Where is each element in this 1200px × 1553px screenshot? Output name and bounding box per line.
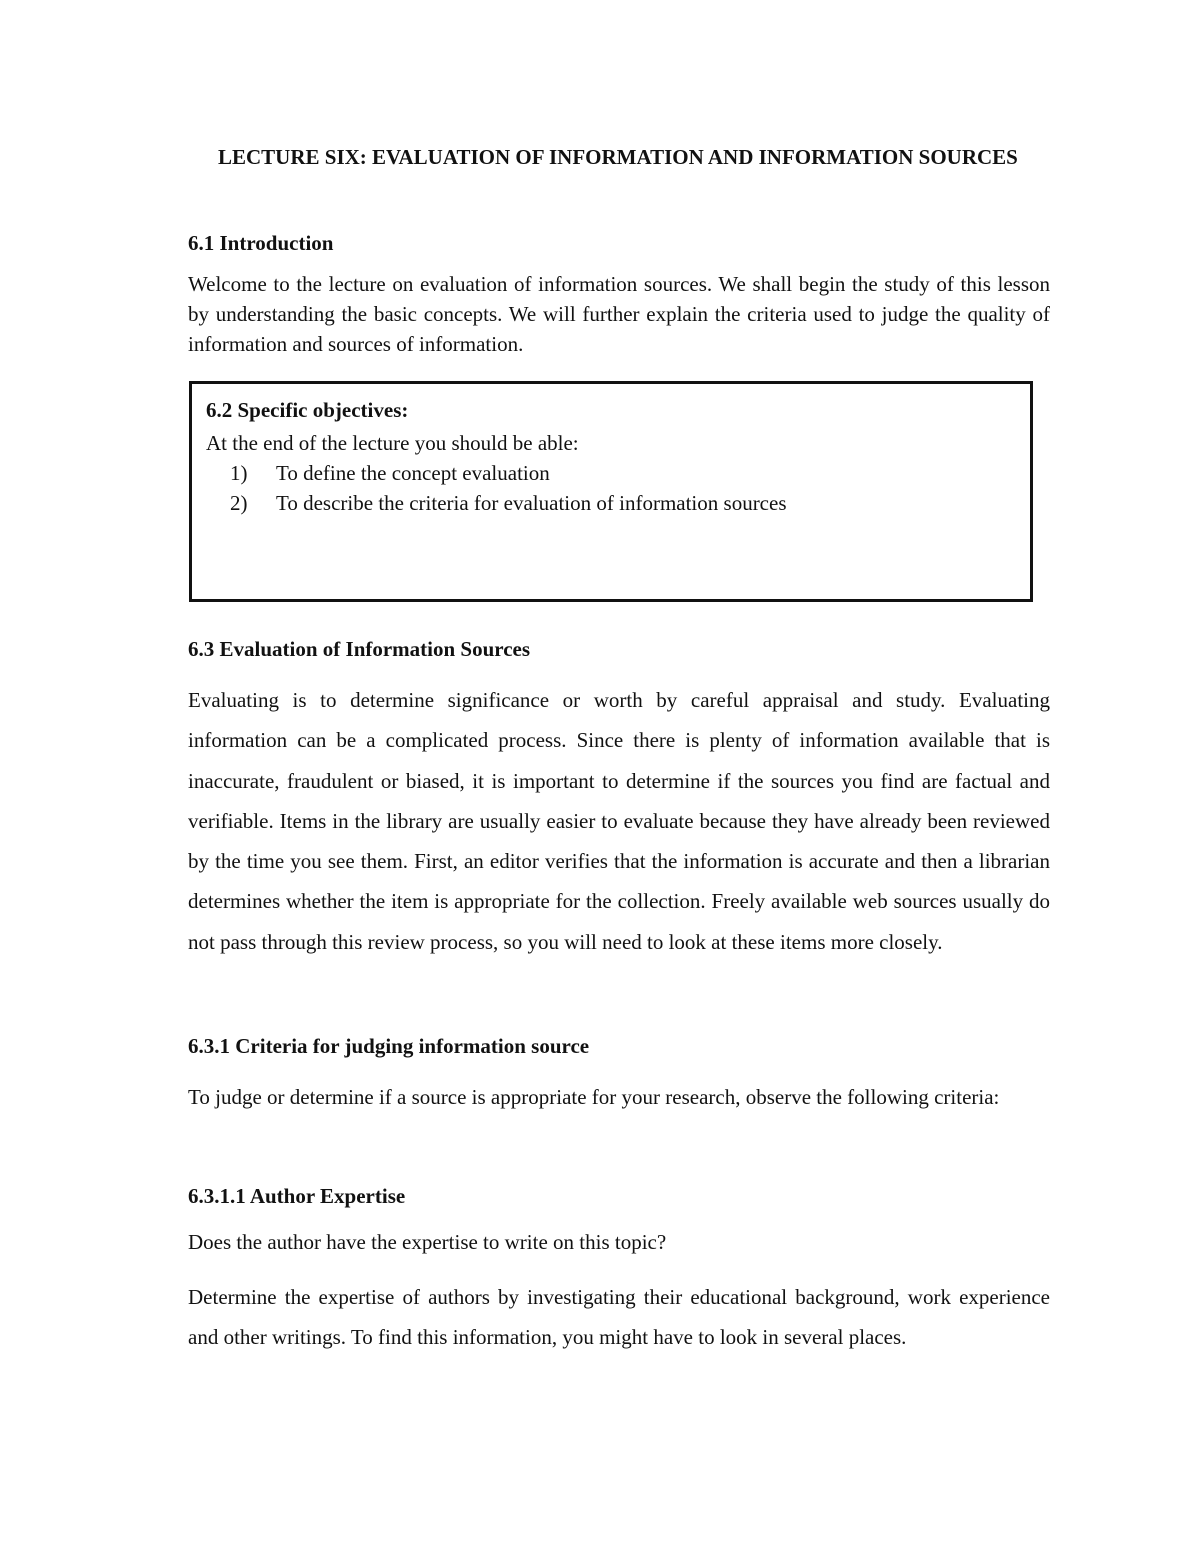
- objectives-intro: At the end of the lecture you should be able:: [206, 431, 579, 455]
- list-item: [206, 488, 1030, 518]
- intro-paragraph: Welcome to the lecture on evaluation of information sources. We shall begin the study of this lesson by understanding the basic concepts. We will further explain the criteria used to judge the quality of information and sources of information.: [188, 272, 1050, 356]
- author-expertise-heading: 6.3.1.1 Author Expertise: [188, 1184, 406, 1208]
- list-item-text: To define the concept evaluation: [276, 461, 550, 485]
- evaluation-heading: 6.3 Evaluation of Information Sources: [188, 637, 531, 661]
- author-expertise-paragraph: Determine the expertise of authors by investigating their educational background, work experience and other writings. To find this information, you might have to look in several places.: [188, 1285, 1050, 1350]
- evaluation-paragraph: Evaluating is to determine significance or worth by careful appraisal and study. Evaluating information can be a complicated process. Since there is plenty of information available that is inaccurate, fraudulent or biased, it is important to determine if the sources you find are factual and verifiable. Items in the library are usually easier to evaluate because they have already been reviewed by the time you see them. First, an editor verifies that the information is accurate and then a librarian determines whether the item is appropriate for the collection. Freely available web sources usually do not pass through this review process, so you will need to look at these items more closely.: [188, 688, 1050, 954]
- list-item-number: 1): [230, 461, 248, 485]
- intro-heading: 6.1 Introduction: [188, 231, 334, 255]
- list-item-text: To describe the criteria for evaluation of information sources: [276, 491, 787, 515]
- document-title: LECTURE SIX: EVALUATION OF INFORMATION AND INFORMATION SOURCES: [218, 145, 1018, 169]
- criteria-paragraph: To judge or determine if a source is appropriate for your research, observe the following criteria:: [188, 1085, 1000, 1109]
- criteria-heading: 6.3.1 Criteria for judging information source: [188, 1034, 590, 1058]
- list-item: [206, 458, 1030, 488]
- objectives-list: [206, 458, 1030, 518]
- objectives-box: [189, 381, 1033, 602]
- author-expertise-question: Does the author have the expertise to write on this topic?: [188, 1230, 667, 1254]
- objectives-heading: 6.2 Specific objectives:: [206, 398, 409, 422]
- list-item-number: 2): [230, 491, 248, 515]
